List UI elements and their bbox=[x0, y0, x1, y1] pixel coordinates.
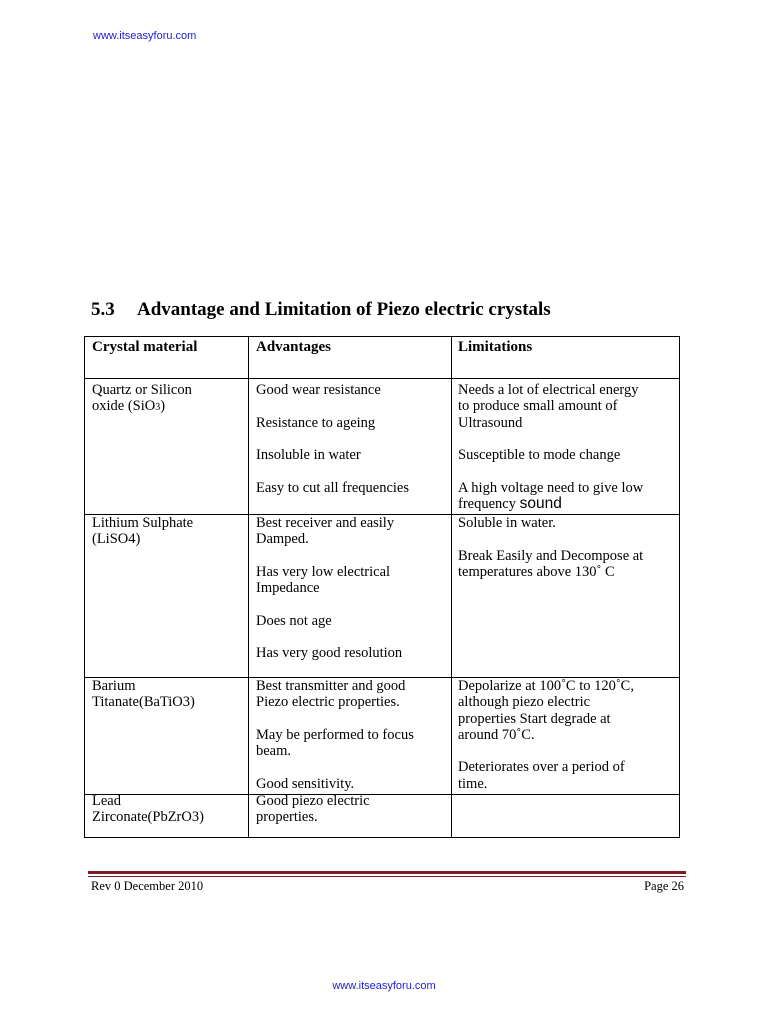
footer-revision: Rev 0 December 2010 bbox=[91, 879, 204, 893]
column-header-advantages: Advantages bbox=[256, 339, 332, 355]
section-heading bbox=[91, 299, 551, 321]
advantages-cell-lithium bbox=[256, 515, 402, 662]
material-line: oxide (SiO3) bbox=[92, 398, 166, 415]
limitation-item: Soluble in water. bbox=[458, 515, 556, 531]
limitation-item: Needs a lot of electrical energy to produce small amount of Ultrasound bbox=[458, 382, 639, 431]
material-cell-lithium: Lithium Sulphate (LiSO4) bbox=[92, 515, 194, 548]
advantages-cell-barium bbox=[256, 678, 414, 792]
row-divider bbox=[85, 378, 679, 379]
limitation-item: Break Easily and Decompose at temperatures above 130˚ C bbox=[458, 547, 644, 580]
advantage-item: Resistance to ageing bbox=[256, 414, 376, 431]
piezo-table bbox=[84, 336, 680, 838]
column-header-limitations: Limitations bbox=[458, 339, 533, 355]
limitation-item: Susceptible to mode change bbox=[458, 447, 621, 464]
footer-page-number: Page 26 bbox=[644, 879, 684, 893]
advantages-cell-lead bbox=[256, 793, 370, 826]
column-header-material: Crystal material bbox=[92, 339, 198, 355]
limitation-item: Depolarize at 100˚C to 120˚C, although piezo electric properties Start degrade at around 70˚C. bbox=[458, 678, 634, 743]
material-cell-quartz bbox=[92, 382, 192, 417]
header-url[interactable]: www.itseasyforu.com bbox=[93, 30, 197, 42]
column-divider bbox=[451, 337, 452, 837]
limitations-cell-lithium bbox=[458, 515, 643, 580]
section-number: 5.3 bbox=[91, 299, 115, 320]
material-cell-lead: Lead Zirconate(PbZrO3) bbox=[92, 793, 204, 826]
advantage-item: Does not age bbox=[256, 612, 332, 629]
advantage-item: Good piezo electric properties. bbox=[256, 793, 370, 826]
limitations-cell-quartz bbox=[458, 382, 643, 512]
advantage-item: Good sensitivity. bbox=[256, 775, 355, 792]
section-title: Advantage and Limitation of Piezo electric crystals bbox=[137, 299, 551, 320]
column-divider bbox=[248, 337, 249, 837]
advantages-cell-quartz bbox=[256, 382, 409, 496]
advantage-item: Good wear resistance bbox=[256, 382, 381, 398]
limitations-cell-barium bbox=[458, 678, 634, 792]
material-line: Quartz or Silicon bbox=[92, 382, 192, 398]
material-cell-barium: Barium Titanate(BaTiO3) bbox=[92, 678, 195, 711]
footer-rule bbox=[88, 871, 686, 874]
advantage-item: Best transmitter and good Piezo electric properties. bbox=[256, 678, 406, 711]
advantage-item: Has very low electrical Impedance bbox=[256, 563, 391, 597]
advantage-item: May be performed to focus beam. bbox=[256, 726, 414, 760]
advantage-item: Easy to cut all frequencies bbox=[256, 479, 409, 496]
footer-rule bbox=[88, 876, 686, 877]
advantage-item: Insoluble in water bbox=[256, 447, 361, 464]
limitation-item: A high voltage need to give low frequency sound bbox=[458, 479, 644, 513]
footer-url[interactable]: www.itseasyforu.com bbox=[332, 980, 436, 992]
advantage-item: Has very good resolution bbox=[256, 645, 403, 662]
limitation-item: Deteriorates over a period of time. bbox=[458, 759, 625, 792]
advantage-item: Best receiver and easily Damped. bbox=[256, 515, 395, 548]
